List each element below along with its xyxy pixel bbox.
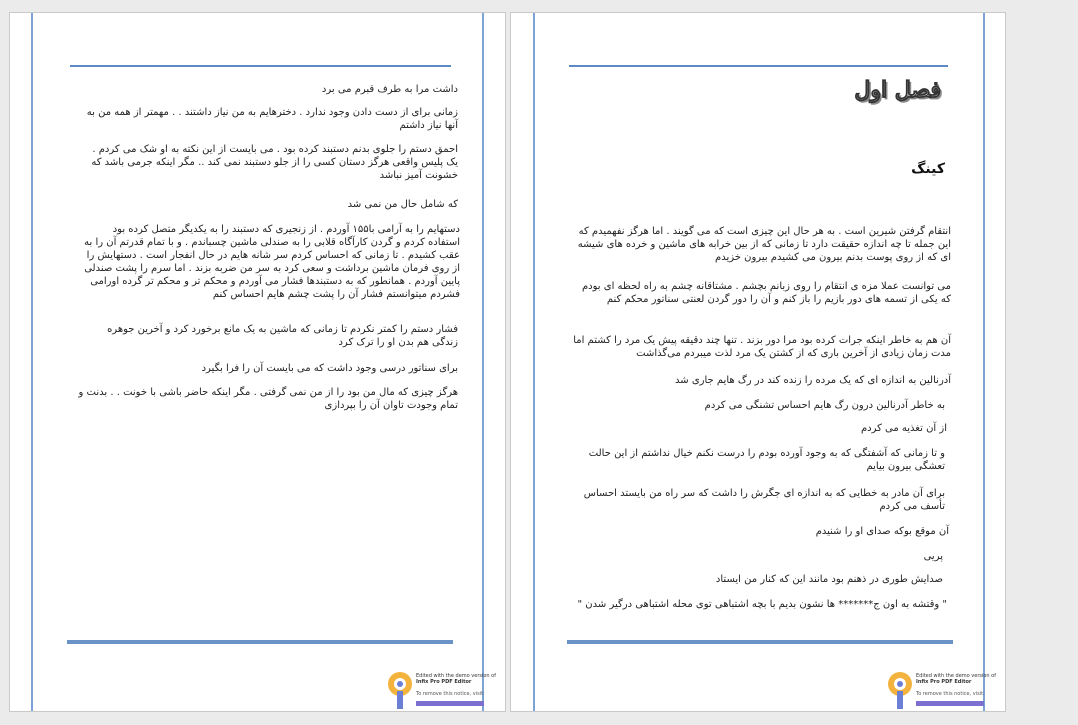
right-paragraph: " وقتشه به اون ج******* ها نشون بدیم با بچه اشتباهی توی محله اشتباهی درگیر شدن " (577, 599, 947, 610)
section-title: کینگ (911, 161, 945, 177)
right-paragraph: آدرنالین به اندازه ای که یک مرده را زنده کند در رگ هایم جاری شد (675, 375, 951, 386)
left-paragraph: که شامل حال من نمی شد (347, 199, 458, 210)
chapter-title: فصل اول (854, 77, 941, 103)
margin-line-left (31, 13, 33, 711)
right-paragraph: انتقام گرفتن شیرین است . به هر حال این چیزی است که می گویند . اما هرگز نفهمیدم که این جمله تا چه اندازه حقیقت دارد تا زمانی که از بین خرابه های ماشین و خرده های شیشه ای که از روی پوست بدنم بیرون می کشیدم بیرون خزیدم (577, 226, 951, 263)
right-paragraph: آن هم به خاطر اینکه جرات کرده بود مرا دور بزند . تنها چند دقیقه پیش یک مرد را کشتم اما مدت زمان زیادی از آخرین باری که از کشتن یک مرد لذت میبردم می‌گذاشت (573, 335, 951, 359)
watermark-notice: To remove this notice, visit: (416, 691, 485, 697)
infix-logo-icon (385, 671, 415, 711)
footer-rule (67, 640, 453, 644)
watermark-text: Edited with the demo version of Infix Pro PDF Editor (916, 673, 997, 685)
left-paragraph: هرگز چیزی که مال من بود را از من نمی گرفتی . مگر اینکه حاضر باشی با خونت . . بدنت و تمام وجودت تاوان آن را بپردازی (78, 387, 458, 411)
watermark-link-bar[interactable] (416, 701, 484, 706)
left-paragraph: احمق دستم را جلوی بدنم دستبند کرده بود . می بایست از این نکته به او شک می کردم . یک پلیس واقعی هرگز دستان کسی را از جلو دستبند نمی کند .. مگر اینکه جرمی باشد که خشونت آمیز نباشد (91, 144, 458, 181)
margin-line-right (482, 13, 484, 711)
margin-line-left (533, 13, 535, 711)
watermark-notice: To remove this notice, visit: (916, 691, 985, 697)
page-left (9, 12, 506, 712)
watermark-stamp (885, 671, 1005, 711)
right-paragraph: برای آن مادر به خطایی که به اندازه ای جگرش را داشت که سر راه من بایستد احساس تأسف می کردم (583, 488, 945, 512)
header-rule (70, 65, 451, 67)
watermark-text: Edited with the demo version of Infix Pro PDF Editor (416, 673, 497, 685)
left-paragraph: برای سناتور درسی وجود داشت که می بایست آن را فرا بگیرد (201, 363, 458, 374)
margin-line-right (983, 13, 985, 711)
left-paragraph: زمانی برای از دست دادن وجود ندارد . دخترهایم به من نیاز داشتند . . مهمتر از همه من به آنها نیاز داشتم (86, 107, 458, 131)
watermark-stamp (385, 671, 505, 711)
left-paragraph: داشت مرا به طرف قبرم می برد (321, 84, 458, 95)
right-paragraph: می توانست عملا مزه ی انتقام را روی زبانم بچشم . مشتاقانه چشم به راه لحظه ای بودم که یکی از تسمه های دور بازیم را باز کنم و آن را دور گردن لعنتی سناتور محکم کنم (581, 281, 951, 305)
infix-logo-icon (885, 671, 915, 711)
right-paragraph: و تا زمانی که آشفتگی که به وجود آورده بودم را درست نکنم خیال نداشتم از این حالت تعشگی بیرون بیایم (588, 448, 945, 472)
footer-rule (567, 640, 953, 644)
right-paragraph: آن موقع بوکه صدای او را شنیدم (815, 526, 949, 537)
header-rule (569, 65, 948, 67)
right-paragraph: صدایش طوری در ذهنم بود مانند این که کنار من ایستاد (715, 574, 943, 585)
left-paragraph: دستهایم را به آرامی با۱۵۵ آوردم . از زنجیری که دستبند را به یکدیگر متصل کرده بود استفاده کردم و گردن کارآگاه قلابی را به صندلی ماشین چسباندم . و با تمام قدرتم آن را به عقب کشیدم . تا زمانی که احساس کردم سر شانه هایم در حال انفجار است . دستهایش را از روی فرمان ماشین برداشت و سعی کرد به سر من ضربه بزند . اما سرم را پشت صندلی پایین آوردم . همانطور که به دستبندها فشار می آوردم و محکم تر و محکم تر گرده اورامی فشردم میتوانستم فشار آن را پشت چشم هایم احساس کنم (84, 224, 460, 300)
right-paragraph: پریی (923, 551, 943, 562)
page-right (510, 12, 1006, 712)
right-paragraph: از آن تغذیه می کردم (860, 423, 947, 434)
watermark-link-bar[interactable] (916, 701, 984, 706)
left-paragraph: فشار دستم را کمتر نکردم تا زمانی که ماشین به یک مانع برخورد کرد و آخرین جوهره زندگی هم بدن او را ترک کرد (107, 324, 458, 348)
right-paragraph: به خاطر آدرنالین درون رگ هایم احساس تشنگی می کردم (704, 400, 945, 411)
